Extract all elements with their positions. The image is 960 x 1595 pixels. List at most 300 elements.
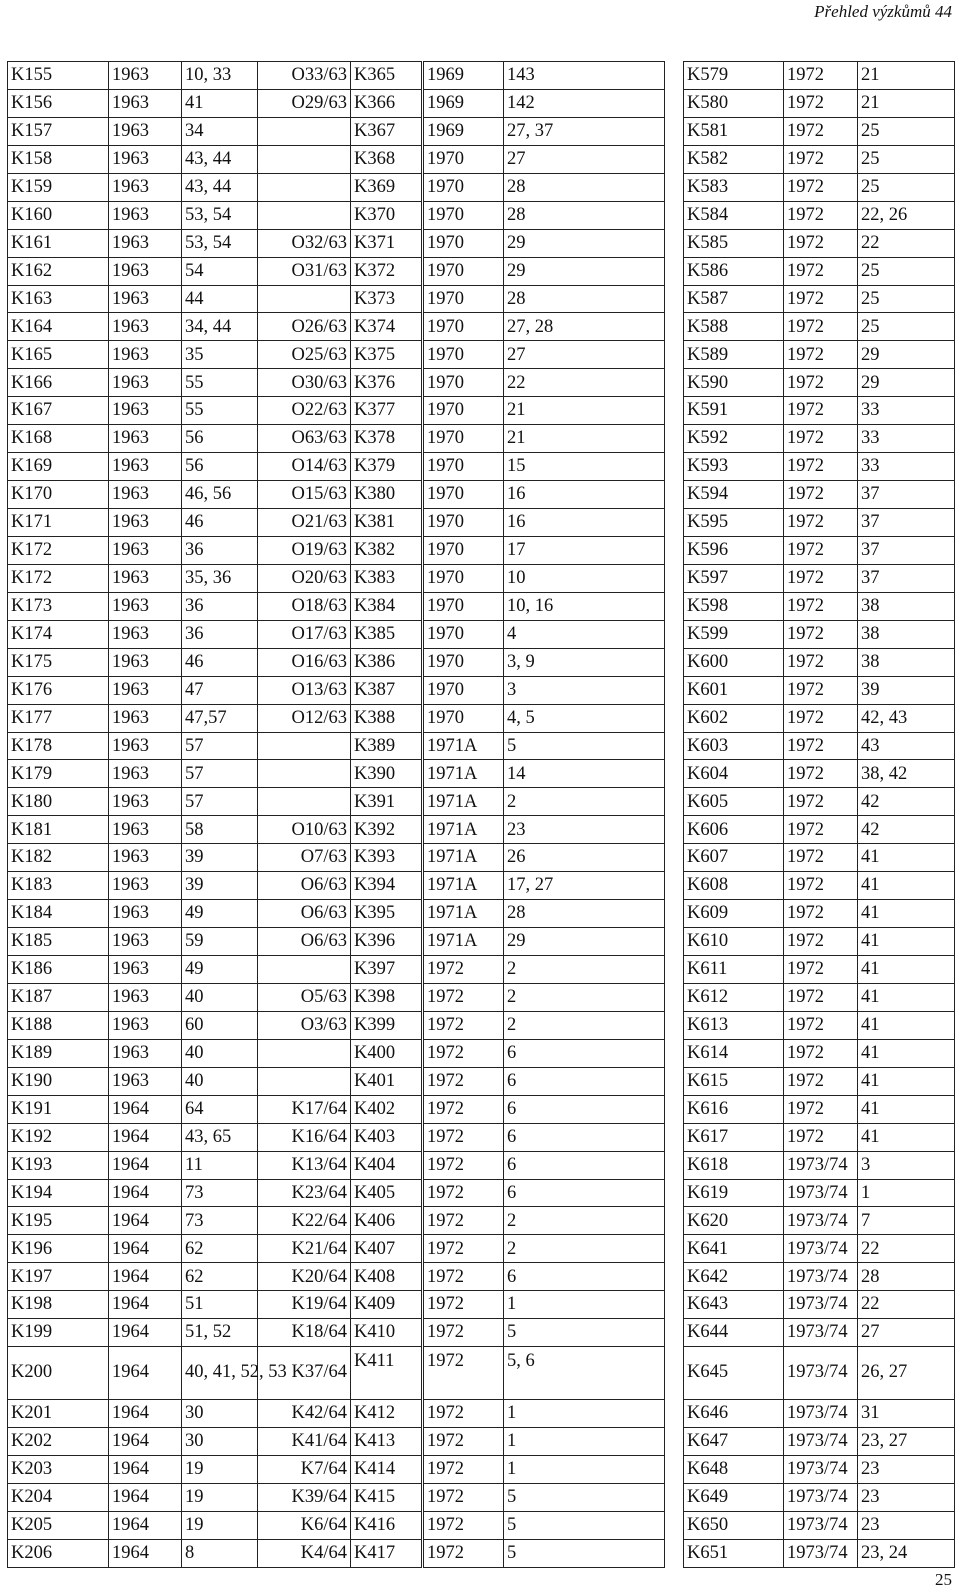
cell-pages: 37 (858, 509, 955, 537)
cell-record-id: K616 (684, 1095, 784, 1123)
cell-record-id: K177 (8, 704, 109, 732)
cell-year: 1973/74 (784, 1179, 858, 1207)
cell-reference: O26/63 (258, 313, 351, 341)
cell-record-id: K606 (684, 816, 784, 844)
table-row (8, 1039, 955, 1067)
cell-record-id: K172 (8, 564, 109, 592)
cell-reference: O32/63 (258, 229, 351, 257)
cell-record-id: K192 (8, 1123, 109, 1151)
cell-year: 1972 (784, 564, 858, 592)
cell-record-id: K599 (684, 620, 784, 648)
table-row (8, 1428, 955, 1456)
table-row (8, 1319, 955, 1347)
table-row (8, 257, 955, 285)
cell-year: 1964 (109, 1456, 182, 1484)
column-gap (665, 257, 684, 285)
cell-pages: 1 (858, 1179, 955, 1207)
cell-pages: 42 (858, 788, 955, 816)
cell-record-id: K413 (351, 1428, 423, 1456)
cell-record-id: K190 (8, 1067, 109, 1095)
cell-reference: O15/63 (258, 481, 351, 509)
cell-record-id: K163 (8, 285, 109, 313)
cell-pages: 39 (182, 872, 258, 900)
table-row (8, 816, 955, 844)
cell-year: 1964 (109, 1428, 182, 1456)
column-gap (665, 369, 684, 397)
cell-reference: K16/64 (258, 1123, 351, 1151)
column-gap (665, 1067, 684, 1095)
cell-pages: 26, 27 (858, 1347, 955, 1400)
cell-record-id: K392 (351, 816, 423, 844)
cell-year: 1963 (109, 425, 182, 453)
cell-pages: 37 (858, 481, 955, 509)
cell-record-id: K161 (8, 229, 109, 257)
cell-year: 1972 (784, 453, 858, 481)
cell-pages: 19 (182, 1511, 258, 1539)
cell-year: 1972 (423, 1151, 504, 1179)
table-row (8, 1456, 955, 1484)
cell-record-id: K189 (8, 1039, 109, 1067)
cell-year: 1964 (109, 1263, 182, 1291)
table-row (8, 1011, 955, 1039)
cell-record-id: K609 (684, 900, 784, 928)
cell-reference: O16/63 (258, 648, 351, 676)
cell-year: 1963 (109, 592, 182, 620)
cell-pages: 43 (858, 732, 955, 760)
cell-year: 1963 (109, 453, 182, 481)
cell-record-id: K172 (8, 536, 109, 564)
cell-year: 1970 (423, 397, 504, 425)
cell-year: 1964 (109, 1319, 182, 1347)
table-row (8, 1151, 955, 1179)
cell-reference: O6/63 (258, 928, 351, 956)
cell-year: 1971A (423, 900, 504, 928)
cell-pages: 33 (858, 453, 955, 481)
cell-record-id: K598 (684, 592, 784, 620)
column-gap (665, 313, 684, 341)
cell-year: 1972 (784, 509, 858, 537)
cell-record-id: K416 (351, 1511, 423, 1539)
cell-record-id: K384 (351, 592, 423, 620)
cell-year: 1972 (784, 676, 858, 704)
cell-year: 1963 (109, 285, 182, 313)
cell-reference (258, 1067, 351, 1095)
cell-record-id: K650 (684, 1511, 784, 1539)
cell-record-id: K188 (8, 1011, 109, 1039)
cell-record-id: K162 (8, 257, 109, 285)
cell-year: 1963 (109, 732, 182, 760)
cell-year: 1971A (423, 844, 504, 872)
cell-year: 1972 (784, 1011, 858, 1039)
cell-record-id: K393 (351, 844, 423, 872)
cell-pages: 28 (504, 201, 665, 229)
cell-record-id: K400 (351, 1039, 423, 1067)
column-gap (665, 341, 684, 369)
cell-year: 1972 (784, 229, 858, 257)
cell-pages: 36 (182, 592, 258, 620)
cell-year: 1972 (784, 1039, 858, 1067)
running-header: Přehled výzkůmů 44 (814, 2, 952, 21)
cell-record-id: K382 (351, 536, 423, 564)
cell-reference: O6/63 (258, 872, 351, 900)
column-gap (665, 983, 684, 1011)
cell-reference: K21/64 (258, 1235, 351, 1263)
cell-year: 1972 (784, 620, 858, 648)
cell-year: 1972 (784, 956, 858, 984)
column-gap (665, 1123, 684, 1151)
cell-year: 1972 (423, 1456, 504, 1484)
cell-record-id: K156 (8, 89, 109, 117)
cell-record-id: K159 (8, 173, 109, 201)
cell-pages: 6 (504, 1151, 665, 1179)
cell-record-id: K390 (351, 760, 423, 788)
column-gap (665, 788, 684, 816)
cell-reference: K4/64 (258, 1539, 351, 1567)
cell-year: 1963 (109, 89, 182, 117)
cell-record-id: K394 (351, 872, 423, 900)
cell-record-id: K620 (684, 1207, 784, 1235)
cell-record-id: K406 (351, 1207, 423, 1235)
cell-record-id: K601 (684, 676, 784, 704)
cell-record-id: K414 (351, 1456, 423, 1484)
cell-year: 1972 (784, 89, 858, 117)
cell-pages: 41 (858, 928, 955, 956)
cell-year: 1972 (784, 62, 858, 90)
cell-record-id: K644 (684, 1319, 784, 1347)
cell-pages: 23 (504, 816, 665, 844)
cell-pages: 49 (182, 900, 258, 928)
cell-record-id: K366 (351, 89, 423, 117)
cell-record-id: K173 (8, 592, 109, 620)
cell-pages: 62 (182, 1235, 258, 1263)
cell-year: 1963 (109, 509, 182, 537)
cell-year: 1972 (423, 1291, 504, 1319)
cell-year: 1964 (109, 1095, 182, 1123)
cell-record-id: K651 (684, 1539, 784, 1567)
table-row (8, 1123, 955, 1151)
cell-record-id: K370 (351, 201, 423, 229)
cell-year: 1970 (423, 173, 504, 201)
cell-pages: 41 (858, 1011, 955, 1039)
cell-record-id: K401 (351, 1067, 423, 1095)
cell-year: 1970 (423, 536, 504, 564)
table-row (8, 1067, 955, 1095)
cell-reference (258, 760, 351, 788)
cell-reference: O22/63 (258, 397, 351, 425)
cell-reference: K17/64 (258, 1095, 351, 1123)
cell-reference: O13/63 (258, 676, 351, 704)
cell-pages: 23, 24 (858, 1539, 955, 1567)
cell-pages: 40 (182, 1067, 258, 1095)
table-row (8, 341, 955, 369)
cell-record-id: K157 (8, 117, 109, 145)
cell-pages: 51 (182, 1291, 258, 1319)
cell-record-id: K597 (684, 564, 784, 592)
cell-reference: K42/64 (258, 1400, 351, 1428)
cell-pages: 21 (504, 425, 665, 453)
cell-pages: 142 (504, 89, 665, 117)
cell-pages: 28 (504, 173, 665, 201)
cell-reference: K6/64 (258, 1511, 351, 1539)
column-gap (665, 1095, 684, 1123)
column-gap (665, 481, 684, 509)
cell-year: 1970 (423, 648, 504, 676)
cell-record-id: K619 (684, 1179, 784, 1207)
cell-reference: K22/64 (258, 1207, 351, 1235)
cell-record-id: K367 (351, 117, 423, 145)
table-row (8, 201, 955, 229)
cell-year: 1972 (784, 844, 858, 872)
cell-year: 1963 (109, 760, 182, 788)
cell-record-id: K589 (684, 341, 784, 369)
cell-year: 1970 (423, 564, 504, 592)
cell-pages: 38 (858, 592, 955, 620)
table-row (8, 369, 955, 397)
cell-year: 1972 (423, 1319, 504, 1347)
cell-record-id: K417 (351, 1539, 423, 1567)
cell-reference: K41/64 (258, 1428, 351, 1456)
cell-year: 1963 (109, 117, 182, 145)
table-row (8, 1291, 955, 1319)
cell-record-id: K379 (351, 453, 423, 481)
cell-record-id: K206 (8, 1539, 109, 1567)
cell-year: 1963 (109, 229, 182, 257)
cell-record-id: K409 (351, 1291, 423, 1319)
cell-year: 1972 (423, 1347, 504, 1400)
cell-year: 1963 (109, 956, 182, 984)
cell-year: 1963 (109, 257, 182, 285)
cell-pages: 22 (858, 1235, 955, 1263)
cell-pages: 19 (182, 1483, 258, 1511)
table-row (8, 1539, 955, 1567)
cell-reference: K20/64 (258, 1263, 351, 1291)
cell-reference: O5/63 (258, 983, 351, 1011)
cell-pages: 23 (858, 1511, 955, 1539)
cell-pages: 143 (504, 62, 665, 90)
column-gap (665, 648, 684, 676)
table-row (8, 397, 955, 425)
cell-year: 1970 (423, 425, 504, 453)
cell-year: 1963 (109, 201, 182, 229)
cell-year: 1972 (784, 704, 858, 732)
cell-year: 1963 (109, 900, 182, 928)
cell-pages: 11 (182, 1151, 258, 1179)
cell-record-id: K386 (351, 648, 423, 676)
column-gap (665, 760, 684, 788)
table-row (8, 788, 955, 816)
cell-year: 1964 (109, 1291, 182, 1319)
column-gap (665, 872, 684, 900)
cell-pages: 6 (504, 1095, 665, 1123)
cell-year: 1972 (784, 257, 858, 285)
cell-record-id: K175 (8, 648, 109, 676)
cell-pages: 5 (504, 1539, 665, 1567)
cell-pages: 55 (182, 369, 258, 397)
column-gap (665, 201, 684, 229)
cell-record-id: K155 (8, 62, 109, 90)
table-row (8, 732, 955, 760)
cell-year: 1963 (109, 648, 182, 676)
cell-reference: K37/64 (258, 1347, 351, 1400)
column-gap (665, 956, 684, 984)
cell-pages: 35, 36 (182, 564, 258, 592)
cell-pages: 33 (858, 425, 955, 453)
cell-pages: 17 (504, 536, 665, 564)
table-row (8, 592, 955, 620)
table-row (8, 620, 955, 648)
cell-pages: 5 (504, 1511, 665, 1539)
cell-record-id: K170 (8, 481, 109, 509)
cell-year: 1964 (109, 1347, 182, 1400)
table-row (8, 425, 955, 453)
cell-year: 1973/74 (784, 1456, 858, 1484)
cell-year: 1970 (423, 453, 504, 481)
cell-record-id: K195 (8, 1207, 109, 1235)
cell-pages: 26 (504, 844, 665, 872)
cell-year: 1963 (109, 564, 182, 592)
cell-record-id: K600 (684, 648, 784, 676)
cell-reference: O33/63 (258, 62, 351, 90)
column-gap (665, 89, 684, 117)
cell-record-id: K412 (351, 1400, 423, 1428)
cell-record-id: K608 (684, 872, 784, 900)
cell-record-id: K611 (684, 956, 784, 984)
cell-year: 1970 (423, 509, 504, 537)
cell-year: 1970 (423, 704, 504, 732)
cell-reference: O14/63 (258, 453, 351, 481)
cell-year: 1970 (423, 257, 504, 285)
cell-pages: 25 (858, 285, 955, 313)
cell-pages: 2 (504, 1011, 665, 1039)
column-gap (665, 928, 684, 956)
cell-pages: 25 (858, 173, 955, 201)
cell-record-id: K182 (8, 844, 109, 872)
cell-pages: 46 (182, 509, 258, 537)
cell-pages: 2 (504, 788, 665, 816)
cell-pages: 49 (182, 956, 258, 984)
table-row (8, 62, 955, 90)
cell-pages: 73 (182, 1179, 258, 1207)
cell-pages: 46, 56 (182, 481, 258, 509)
cell-year: 1963 (109, 397, 182, 425)
cell-year: 1964 (109, 1235, 182, 1263)
cell-pages: 41 (182, 89, 258, 117)
table-row (8, 928, 955, 956)
cell-record-id: K365 (351, 62, 423, 90)
cell-pages: 2 (504, 1207, 665, 1235)
cell-pages: 34, 44 (182, 313, 258, 341)
cell-record-id: K605 (684, 788, 784, 816)
cell-record-id: K389 (351, 732, 423, 760)
column-gap (665, 1235, 684, 1263)
cell-record-id: K398 (351, 983, 423, 1011)
cell-record-id: K391 (351, 788, 423, 816)
cell-year: 1970 (423, 481, 504, 509)
cell-pages: 6 (504, 1039, 665, 1067)
cell-pages: 10, 33 (182, 62, 258, 90)
cell-year: 1972 (784, 592, 858, 620)
cell-reference: O19/63 (258, 536, 351, 564)
cell-pages: 25 (858, 145, 955, 173)
cell-record-id: K164 (8, 313, 109, 341)
cell-record-id: K593 (684, 453, 784, 481)
cell-year: 1972 (423, 1207, 504, 1235)
cell-record-id: K648 (684, 1456, 784, 1484)
cell-year: 1972 (784, 369, 858, 397)
cell-year: 1972 (784, 788, 858, 816)
cell-year: 1973/74 (784, 1347, 858, 1400)
column-gap (665, 173, 684, 201)
cell-year: 1964 (109, 1400, 182, 1428)
cell-pages: 57 (182, 732, 258, 760)
cell-reference (258, 788, 351, 816)
cell-year: 1972 (784, 341, 858, 369)
cell-pages: 1 (504, 1291, 665, 1319)
cell-year: 1972 (784, 928, 858, 956)
cell-pages: 27, 37 (504, 117, 665, 145)
cell-record-id: K373 (351, 285, 423, 313)
cell-year: 1970 (423, 313, 504, 341)
column-gap (665, 1319, 684, 1347)
cell-year: 1972 (423, 1428, 504, 1456)
cell-year: 1971A (423, 816, 504, 844)
table-row (8, 1235, 955, 1263)
column-gap (665, 816, 684, 844)
cell-pages: 29 (504, 257, 665, 285)
column-gap (665, 536, 684, 564)
cell-reference (258, 956, 351, 984)
column-gap (665, 1039, 684, 1067)
cell-pages: 42, 43 (858, 704, 955, 732)
cell-pages: 3 (504, 676, 665, 704)
cell-year: 1973/74 (784, 1483, 858, 1511)
cell-reference: K23/64 (258, 1179, 351, 1207)
cell-year: 1972 (423, 1263, 504, 1291)
cell-year: 1972 (423, 983, 504, 1011)
cell-record-id: K411 (351, 1347, 423, 1400)
cell-year: 1970 (423, 676, 504, 704)
cell-reference: O12/63 (258, 704, 351, 732)
cell-year: 1972 (784, 872, 858, 900)
table-row (8, 1207, 955, 1235)
cell-record-id: K165 (8, 341, 109, 369)
cell-pages: 5, 6 (504, 1347, 665, 1400)
cell-year: 1963 (109, 844, 182, 872)
cell-pages: 42 (858, 816, 955, 844)
cell-record-id: K185 (8, 928, 109, 956)
cell-pages: 36 (182, 620, 258, 648)
cell-year: 1972 (784, 816, 858, 844)
cell-record-id: K612 (684, 983, 784, 1011)
cell-record-id: K613 (684, 1011, 784, 1039)
cell-year: 1972 (423, 1039, 504, 1067)
column-gap (665, 397, 684, 425)
cell-year: 1963 (109, 481, 182, 509)
cell-record-id: K180 (8, 788, 109, 816)
cell-pages: 41 (858, 983, 955, 1011)
cell-pages: 5 (504, 732, 665, 760)
cell-pages: 64 (182, 1095, 258, 1123)
cell-record-id: K166 (8, 369, 109, 397)
cell-pages: 6 (504, 1263, 665, 1291)
cell-pages: 43, 44 (182, 145, 258, 173)
cell-pages: 46 (182, 648, 258, 676)
cell-pages: 57 (182, 788, 258, 816)
cell-record-id: K397 (351, 956, 423, 984)
table-row (8, 1347, 955, 1400)
cell-record-id: K178 (8, 732, 109, 760)
cell-record-id: K168 (8, 425, 109, 453)
